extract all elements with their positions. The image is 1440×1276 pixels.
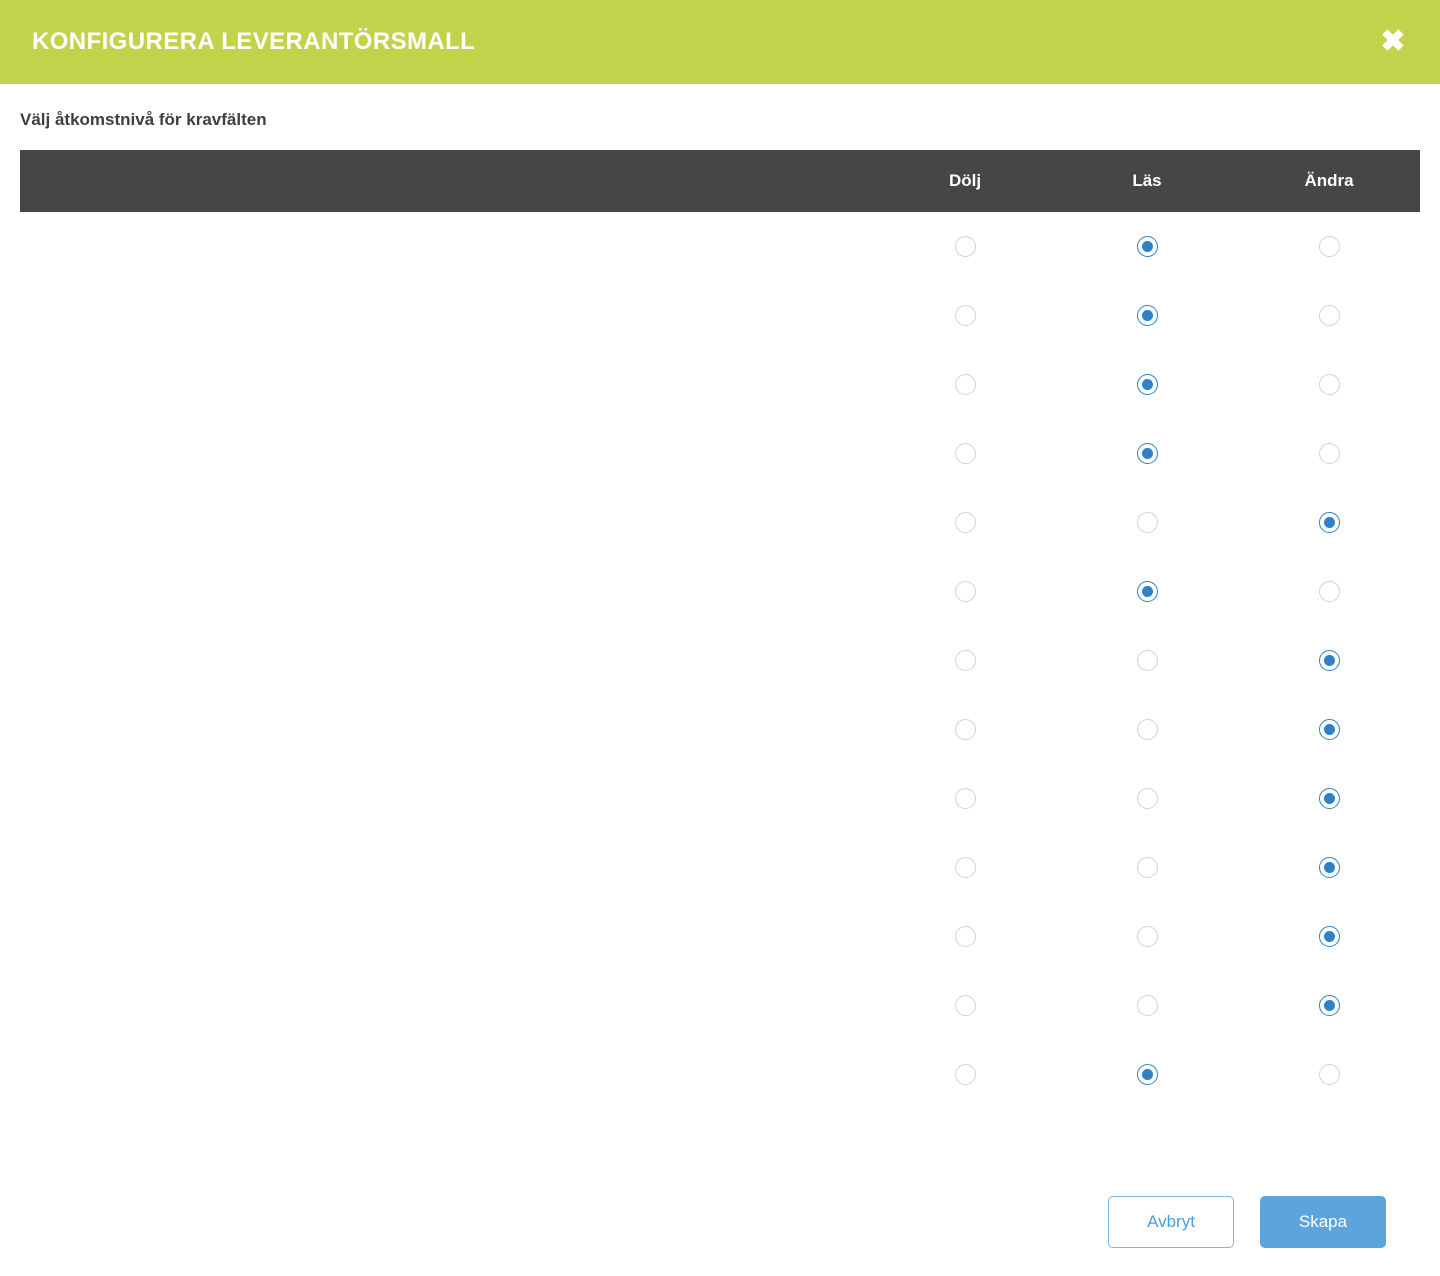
table-row — [20, 833, 1420, 902]
radio-cell — [1056, 626, 1238, 695]
radio-cell — [1238, 350, 1420, 419]
table-row — [20, 419, 1420, 488]
radio-ndra[interactable] — [1319, 1064, 1340, 1085]
table-row — [20, 212, 1420, 281]
radio-ndra[interactable] — [1319, 857, 1340, 878]
radio-cell — [1056, 764, 1238, 833]
radio-cell — [1056, 281, 1238, 350]
cancel-button[interactable]: Avbryt — [1108, 1196, 1234, 1248]
radio-l-s[interactable] — [1137, 995, 1158, 1016]
radio-cell — [1238, 281, 1420, 350]
table-row — [20, 764, 1420, 833]
dialog-body — [0, 84, 1440, 1174]
column-header-hide: Dölj — [874, 150, 1056, 212]
radio-l-s[interactable] — [1137, 305, 1158, 326]
field-label — [20, 833, 874, 902]
radio-d-lj[interactable] — [955, 1064, 976, 1085]
radio-l-s[interactable] — [1137, 374, 1158, 395]
radio-d-lj[interactable] — [955, 926, 976, 947]
dialog-footer — [0, 1174, 1440, 1276]
radio-cell — [874, 350, 1056, 419]
table-row — [20, 971, 1420, 1040]
table-row — [20, 281, 1420, 350]
create-button[interactable]: Skapa — [1260, 1196, 1386, 1248]
radio-cell — [874, 902, 1056, 971]
table-row — [20, 626, 1420, 695]
radio-cell — [874, 488, 1056, 557]
radio-d-lj[interactable] — [955, 374, 976, 395]
field-label — [20, 695, 874, 764]
radio-l-s[interactable] — [1137, 857, 1158, 878]
table-body — [20, 212, 1420, 1109]
radio-cell — [1056, 971, 1238, 1040]
radio-cell — [874, 419, 1056, 488]
radio-d-lj[interactable] — [955, 857, 976, 878]
radio-ndra[interactable] — [1319, 512, 1340, 533]
close-icon[interactable]: ✖ — [1380, 25, 1406, 58]
field-label — [20, 488, 874, 557]
radio-l-s[interactable] — [1137, 581, 1158, 602]
table-row — [20, 557, 1420, 626]
table-header-row — [20, 150, 1420, 212]
radio-cell — [874, 1040, 1056, 1109]
radio-cell — [1056, 350, 1238, 419]
radio-ndra[interactable] — [1319, 650, 1340, 671]
field-label — [20, 419, 874, 488]
field-label — [20, 557, 874, 626]
radio-ndra[interactable] — [1319, 788, 1340, 809]
table-row — [20, 1040, 1420, 1109]
radio-cell — [874, 557, 1056, 626]
radio-ndra[interactable] — [1319, 305, 1340, 326]
radio-d-lj[interactable] — [955, 788, 976, 809]
radio-l-s[interactable] — [1137, 719, 1158, 740]
radio-ndra[interactable] — [1319, 995, 1340, 1016]
radio-cell — [1238, 557, 1420, 626]
field-label — [20, 764, 874, 833]
table-row — [20, 695, 1420, 764]
radio-cell — [1238, 488, 1420, 557]
radio-d-lj[interactable] — [955, 305, 976, 326]
radio-l-s[interactable] — [1137, 788, 1158, 809]
page-title: KONFIGURERA LEVERANTÖRSMALL — [32, 28, 476, 55]
radio-ndra[interactable] — [1319, 926, 1340, 947]
radio-cell — [874, 971, 1056, 1040]
radio-d-lj[interactable] — [955, 995, 976, 1016]
table-row — [20, 350, 1420, 419]
radio-cell — [1238, 1040, 1420, 1109]
radio-ndra[interactable] — [1319, 374, 1340, 395]
field-label — [20, 1040, 874, 1109]
radio-d-lj[interactable] — [955, 581, 976, 602]
field-label — [20, 350, 874, 419]
radio-l-s[interactable] — [1137, 1064, 1158, 1085]
radio-l-s[interactable] — [1137, 650, 1158, 671]
radio-ndra[interactable] — [1319, 719, 1340, 740]
radio-cell — [1056, 488, 1238, 557]
radio-cell — [874, 626, 1056, 695]
radio-cell — [1056, 419, 1238, 488]
radio-l-s[interactable] — [1137, 443, 1158, 464]
radio-cell — [874, 764, 1056, 833]
table-row — [20, 488, 1420, 557]
radio-cell — [874, 695, 1056, 764]
radio-cell — [874, 833, 1056, 902]
radio-cell — [1238, 971, 1420, 1040]
column-header-field — [20, 150, 874, 212]
radio-cell — [874, 281, 1056, 350]
radio-cell — [1056, 695, 1238, 764]
radio-cell — [1238, 902, 1420, 971]
radio-l-s[interactable] — [1137, 926, 1158, 947]
radio-d-lj[interactable] — [955, 443, 976, 464]
section-label: Välj åtkomstnivå för kravfälten — [20, 110, 267, 129]
radio-cell — [1056, 212, 1238, 281]
radio-ndra[interactable] — [1319, 236, 1340, 257]
radio-d-lj[interactable] — [955, 512, 976, 533]
table-row — [20, 902, 1420, 971]
radio-cell — [1056, 902, 1238, 971]
field-label — [20, 212, 874, 281]
radio-l-s[interactable] — [1137, 236, 1158, 257]
radio-cell — [1238, 833, 1420, 902]
field-label — [20, 902, 874, 971]
radio-cell — [1056, 557, 1238, 626]
radio-cell — [1238, 626, 1420, 695]
column-header-edit: Ändra — [1238, 150, 1420, 212]
radio-cell — [1238, 695, 1420, 764]
radio-ndra[interactable] — [1319, 581, 1340, 602]
radio-cell — [1238, 212, 1420, 281]
radio-d-lj[interactable] — [955, 650, 976, 671]
radio-ndra[interactable] — [1319, 443, 1340, 464]
dialog-header — [0, 0, 1440, 84]
radio-d-lj[interactable] — [955, 236, 976, 257]
field-label — [20, 281, 874, 350]
radio-cell — [1238, 419, 1420, 488]
radio-cell — [1238, 764, 1420, 833]
access-level-table — [20, 150, 1420, 1109]
radio-l-s[interactable] — [1137, 512, 1158, 533]
column-header-read: Läs — [1056, 150, 1238, 212]
radio-cell — [1056, 1040, 1238, 1109]
radio-cell — [874, 212, 1056, 281]
radio-cell — [1056, 833, 1238, 902]
table-header — [20, 150, 1420, 212]
field-label — [20, 971, 874, 1040]
field-label — [20, 626, 874, 695]
radio-d-lj[interactable] — [955, 719, 976, 740]
